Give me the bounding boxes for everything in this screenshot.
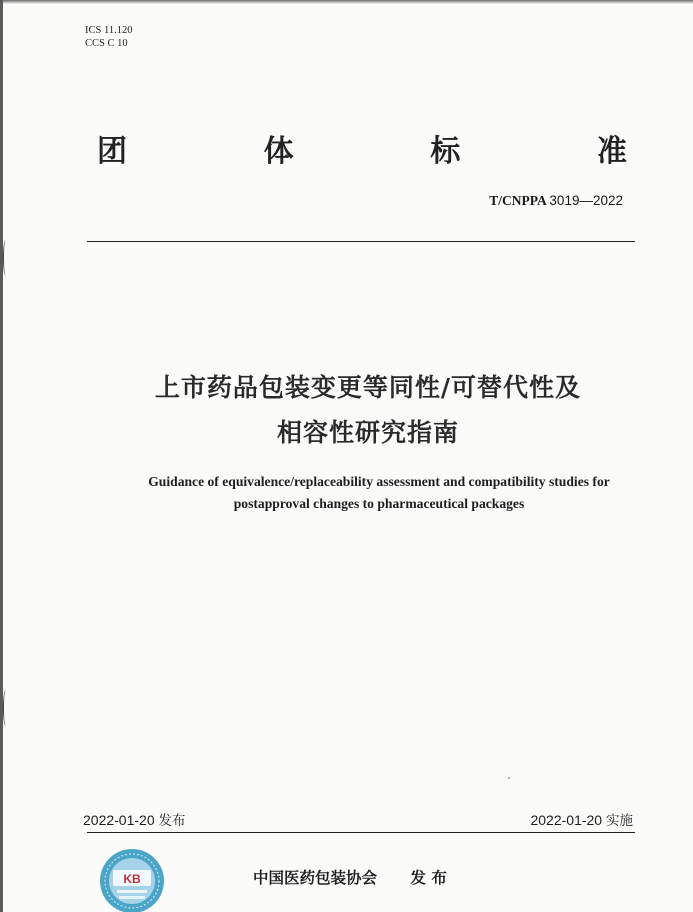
title-zh-line-2: 相容性研究指南 (276, 418, 459, 447)
header-divider (87, 241, 635, 242)
standard-type-char: 准 (596, 134, 627, 169)
standard-number (489, 193, 623, 209)
ccs-code: CCS C 10 (85, 38, 128, 49)
ics-code: ICS 11.120 (85, 25, 133, 36)
standard-type-char: 标 (430, 134, 461, 169)
issue-date-label: 发布 (158, 813, 186, 829)
publisher-name: 中国医药包装协会 (253, 869, 378, 887)
binding-mark (3, 690, 8, 726)
binding-mark (3, 240, 8, 276)
anti-counterfeit-seal (99, 848, 165, 912)
title-zh-line-1: 上市药品包装变更等同性/可替代性及 (154, 373, 582, 402)
issue-date (83, 809, 186, 829)
standard-number-value: 3019—2022 (549, 193, 623, 208)
page-top-edge (3, 0, 693, 4)
document-page (3, 0, 693, 912)
scan-speck (508, 777, 510, 779)
standard-type-char: 体 (263, 134, 294, 169)
seal-logo-text: KB (123, 872, 141, 886)
publisher (253, 866, 447, 888)
classification-codes (85, 24, 132, 50)
footer-divider (87, 832, 635, 833)
standard-type-char: 团 (97, 134, 127, 169)
implement-date (530, 809, 633, 829)
issue-date-value: 2022-01-20 (83, 812, 155, 828)
implement-date-value: 2022-01-20 (530, 812, 603, 828)
seal-icon (99, 848, 165, 912)
standard-number-prefix: T/CNPPA (489, 193, 547, 208)
title-en-line-1: Guidance of equivalence/replaceability assessment and compatibility studies for (148, 474, 610, 489)
title-en-line-2: postapproval changes to pharmaceutical packages (233, 496, 525, 511)
implement-date-label: 实施 (606, 813, 633, 829)
publisher-action: 发 布 (410, 869, 447, 887)
standard-type-heading (97, 128, 627, 168)
